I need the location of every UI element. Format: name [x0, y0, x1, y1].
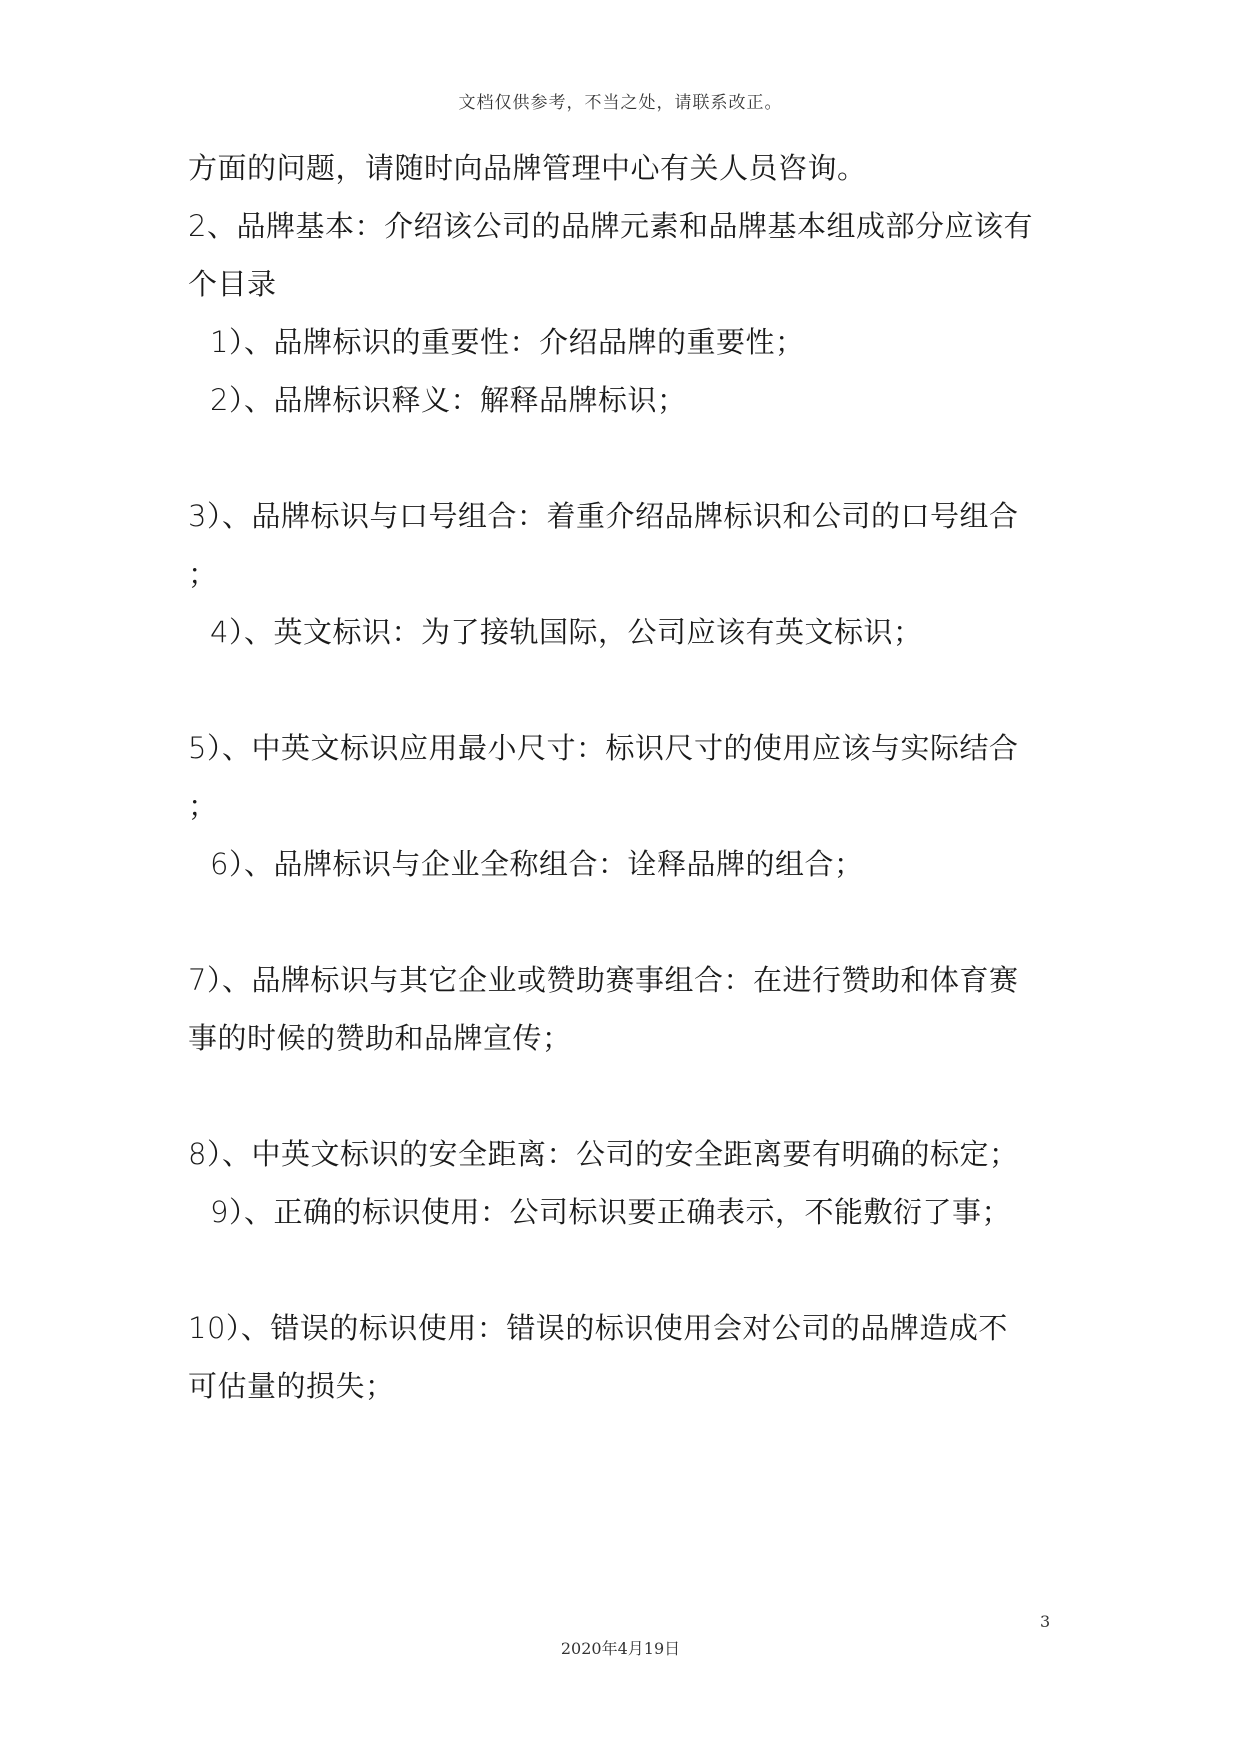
paragraph-line: 方面的问题，请随时向品牌管理中心有关人员咨询。 — [188, 151, 867, 185]
list-item: 3）、品牌标识与口号组合：着重介绍品牌标识和公司的口号组合 — [188, 499, 1019, 533]
document-header-note: 文档仅供参考，不当之处，请联系改正。 — [458, 93, 783, 113]
list-item: 9）、正确的标识使用：公司标识要正确表示，不能敷衍了事； — [210, 1195, 1011, 1229]
section-heading-line: 2、品牌基本：介绍该公司的品牌元素和品牌基本组成部分应该有 — [188, 209, 1033, 243]
list-item: 5）、中英文标识应用最小尺寸：标识尺寸的使用应该与实际结合 — [188, 731, 1019, 765]
list-item: 8）、中英文标识的安全距离：公司的安全距离要有明确的标定； — [188, 1137, 1019, 1171]
list-item: 2）、品牌标识释义：解释品牌标识； — [210, 383, 687, 417]
list-item: 1）、品牌标识的重要性：介绍品牌的重要性； — [210, 325, 805, 359]
list-item: 6）、品牌标识与企业全称组合：诠释品牌的组合； — [210, 847, 864, 881]
paragraph-line: 个目录 — [188, 267, 277, 301]
list-item-continuation: ； — [188, 789, 218, 823]
footer-date: 2020年4月19日 — [560, 1639, 681, 1658]
list-item: 10）、错误的标识使用：错误的标识使用会对公司的品牌造成不 — [188, 1311, 1008, 1345]
page-number: 3 — [1040, 1612, 1051, 1631]
list-item-continuation: 事的时候的赞助和品牌宣传； — [188, 1021, 572, 1055]
list-item: 7）、品牌标识与其它企业或赞助赛事组合：在进行赞助和体育赛 — [188, 963, 1019, 997]
list-item-continuation: 可估量的损失； — [188, 1369, 395, 1403]
list-item-continuation: ； — [188, 557, 218, 591]
list-item: 4）、英文标识：为了接轨国际，公司应该有英文标识； — [210, 615, 923, 649]
